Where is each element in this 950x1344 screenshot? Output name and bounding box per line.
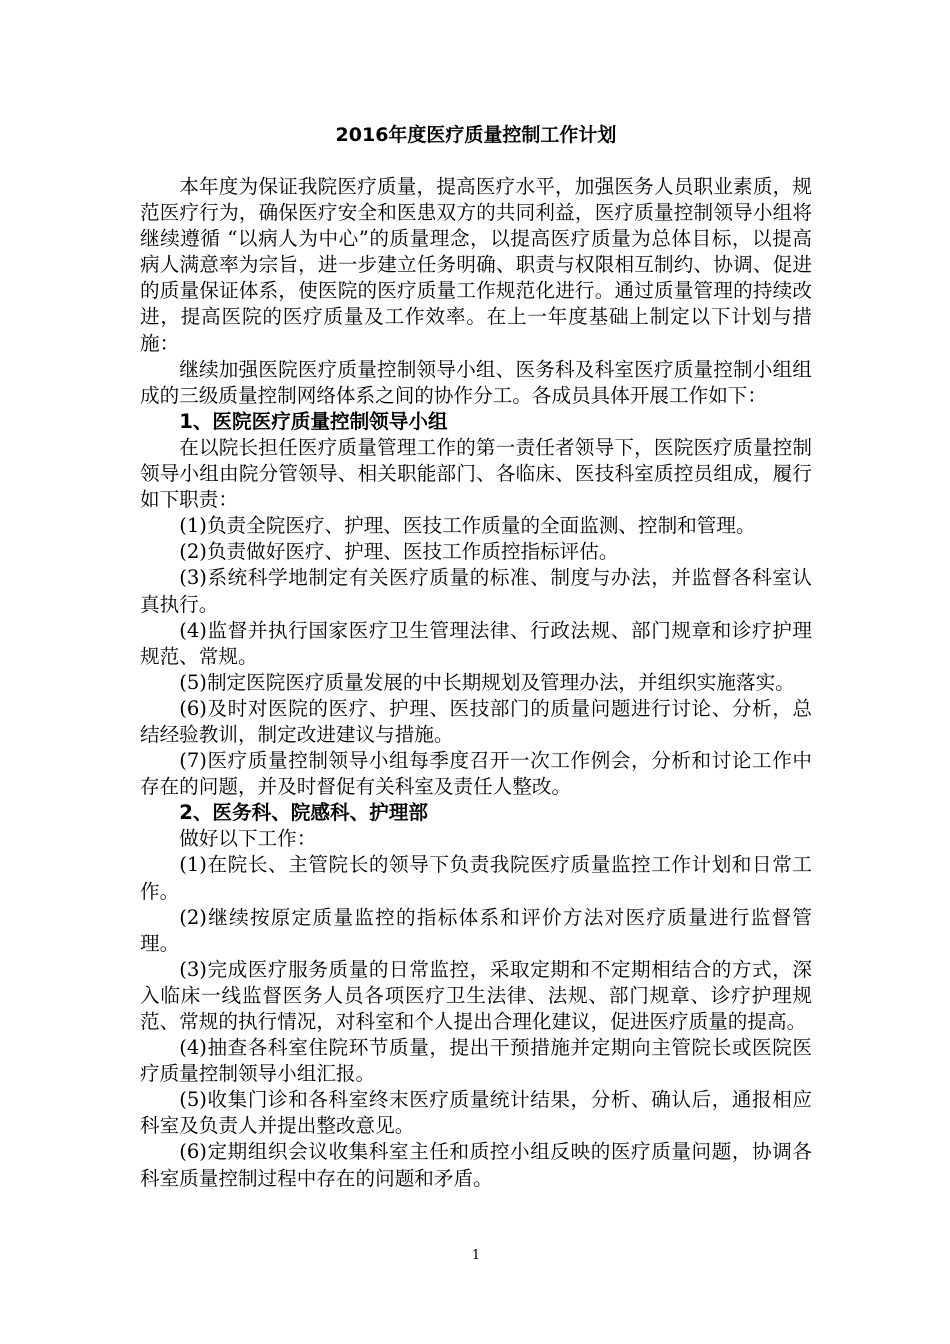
page-number: 1 xyxy=(471,1248,481,1263)
section-1-item-1: (1)负责全院医疗、护理、医技工作质量的全面监测、控制和管理。 xyxy=(179,514,756,538)
section-2-item-3: (3)完成医疗服务质量的日常监控，采取定期和不定期相结合的方式，深入临床一线监督医务人员各项医疗卫生法律、法规、部门规章、诊疗护理规范、常规的执行情况，对科室和个人提出合理化建议，促进医疗质量的提高。 xyxy=(140,957,812,1033)
section-2-item-1: (1)在院长、主管院长的领导下负责我院医疗质量监控工作计划和日常工作。 xyxy=(140,853,812,903)
section-2-intro: 做好以下工作： xyxy=(179,827,317,851)
section-2-item-4: (4)抽查各科室住院环节质量，提出干预措施并定期向主管院长或医院医疗质量控制领导小组汇报。 xyxy=(140,1036,812,1086)
section-heading-1: 1、医院医疗质量控制领导小组 xyxy=(179,409,448,433)
section-1-item-7: (7)医疗质量控制领导小组每季度召开一次工作例会，分析和讨论工作中存在的问题，并及时督促有关科室及责任人整改。 xyxy=(140,749,812,799)
section-1-item-2: (2)负责做好医疗、护理、医技工作质控指标评估。 xyxy=(179,540,619,564)
document-title: 2016年度医疗质量控制工作计划 xyxy=(335,124,617,146)
section-1-item-6: (6)及时对医院的医疗、护理、医技部门的质量问题进行讨论、分析，总结经验教训，制定改进建议与措施。 xyxy=(140,696,812,746)
intro-paragraph: 本年度为保证我院医疗质量，提高医疗水平，加强医务人员职业素质，规范医疗行为，确保医疗安全和医患双方的共同利益，医疗质量控制领导小组将继续遵循 “以病人为中心”的质量理念，以提高医疗质量为总体目标，以提高病人满意率为宗旨，进一步建立任务明确、职责与权限相互制约、协调、促进的质量保证体系，使医院的医疗质量工作规范化进行。通过质量管理的持续改进，提高医院的医疗质量及工作效率。在上一年度基础上制定以下计划与措施： xyxy=(140,175,812,355)
section-1-item-3: (3)系统科学地制定有关医疗质量的标准、制度与办法，并监督各科室认真执行。 xyxy=(140,566,812,616)
section-heading-2: 2、医务科、院感科、护理部 xyxy=(179,801,428,825)
document-body xyxy=(140,174,812,1192)
section-1-item-5: (5)制定医院医疗质量发展的中长期规划及管理办法，并组织实施落实。 xyxy=(179,670,795,694)
section-2-item-5: (5)收集门诊和各科室终末医疗质量统计结果，分析、确认后，通报相应科室及负责人并提出整改意见。 xyxy=(140,1088,812,1138)
section-1-intro: 在以院长担任医疗质量管理工作的第一责任者领导下，医院医疗质量控制领导小组由院分管领导、相关职能部门、各临床、医技科室质控员组成，履行如下职责： xyxy=(140,435,812,512)
section-2-item-2: (2)继续按原定质量监控的指标体系和评价方法对医疗质量进行监督管理。 xyxy=(140,905,812,955)
network-paragraph: 继续加强医院医疗质量控制领导小组、医务科及科室医疗质量控制小组组成的三级质量控制网络体系之间的协作分工。各成员具体开展工作如下： xyxy=(140,357,812,407)
section-1-item-4: (4)监督并执行国家医疗卫生管理法律、行政法规、部门规章和诊疗护理规范、常规。 xyxy=(140,618,812,668)
section-2-item-6: (6)定期组织会议收集科室主任和质控小组反映的医疗质量问题，协调各科室质量控制过程中存在的问题和矛盾。 xyxy=(140,1140,812,1190)
